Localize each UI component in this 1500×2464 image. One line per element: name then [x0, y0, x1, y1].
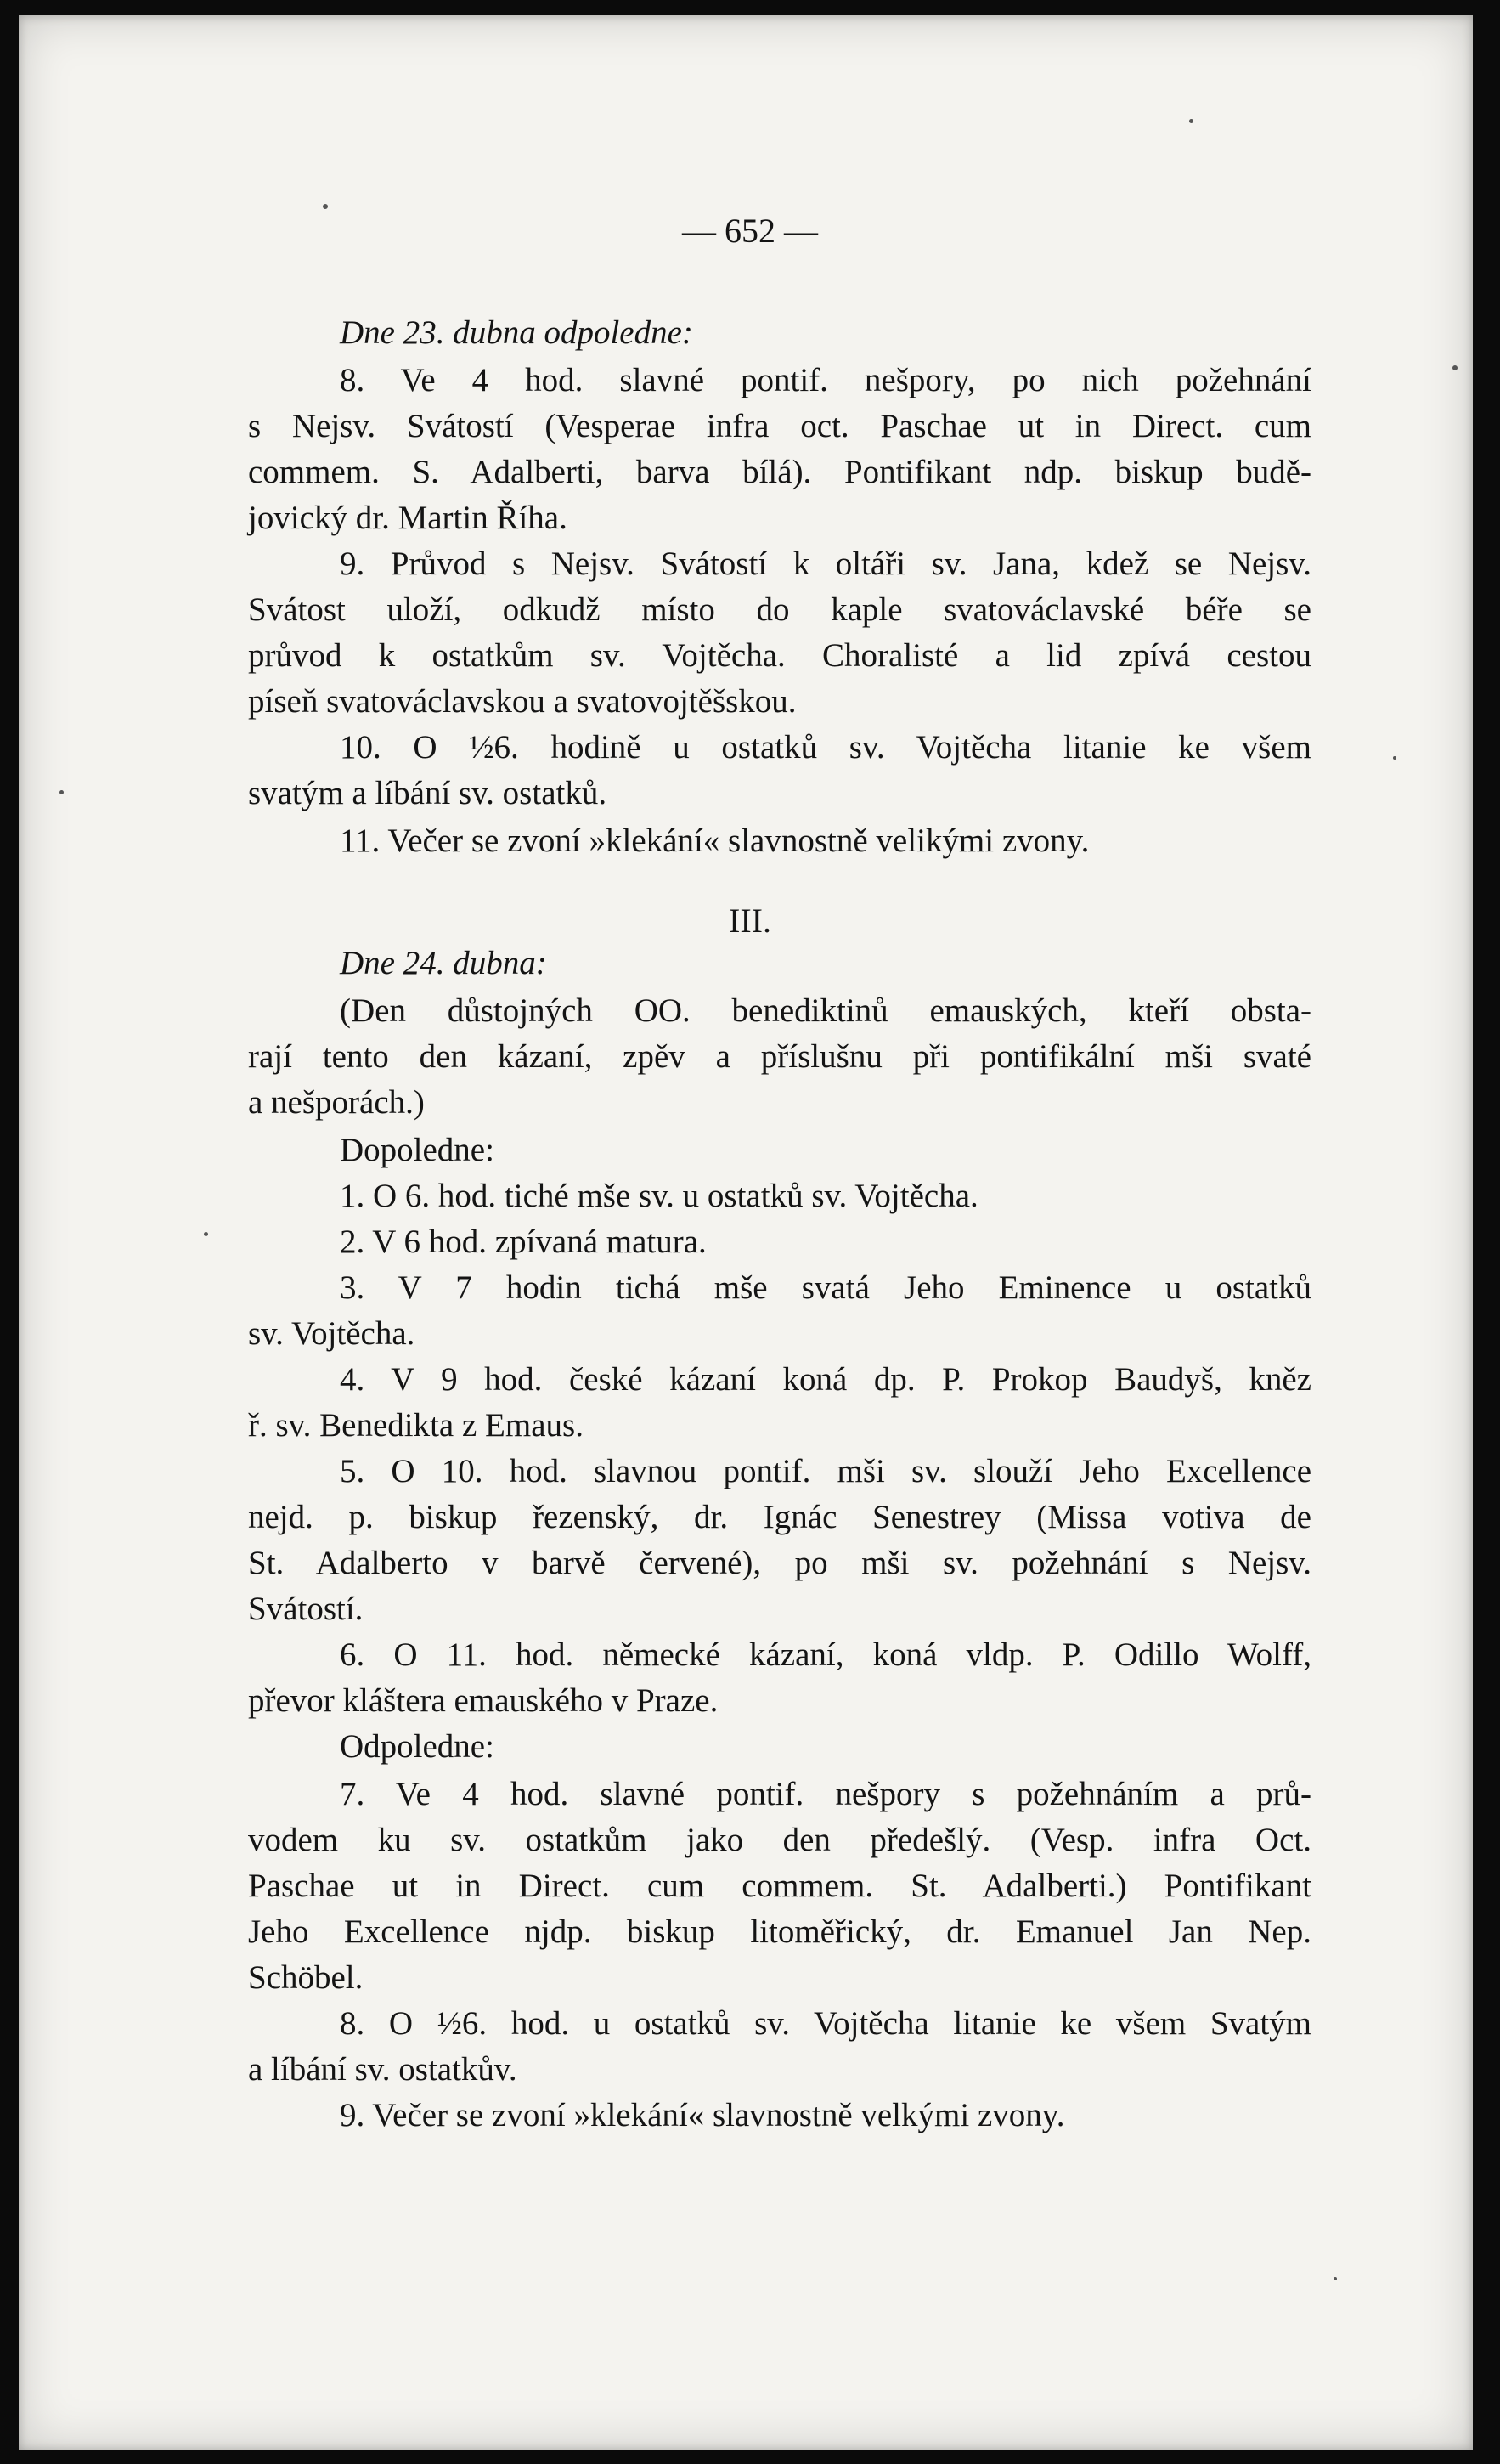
text-line: 5. O 10. hod. slavnou pontif. mši sv. slouží Jeho Excellence: [340, 1453, 1311, 1489]
text-line: commem. S. Adalberti, barva bílá). Pontifikant ndp. biskup budě-: [248, 454, 1311, 490]
text-line: svatým a líbání sv. ostatků.: [248, 775, 607, 811]
text-line: sv. Vojtěcha.: [248, 1315, 415, 1352]
page-number: — 652 —: [682, 212, 818, 250]
text-line: 2. V 6 hod. zpívaná matura.: [340, 1224, 707, 1260]
scan-speck: [1452, 365, 1458, 370]
text-line: Paschae ut in Direct. cum commem. St. Adalberti.) Pontifikant: [248, 1868, 1311, 1904]
date-heading: Dne 23. dubna odpoledne:: [340, 314, 693, 351]
scan-speck: [1393, 756, 1396, 760]
scan-speck: [1334, 2277, 1337, 2280]
subheading: Odpoledne:: [340, 1728, 494, 1765]
text-line: s Nejsv. Svátostí (Vesperae infra oct. Paschae ut in Direct. cum: [248, 408, 1311, 444]
text-line: Svátost uloží, odkudž místo do kaple svatováclavské béře se: [248, 591, 1311, 628]
text-line: a nešporách.): [248, 1084, 425, 1121]
scan-speck: [204, 1232, 208, 1236]
text-line: (Den důstojných OO. benediktinů emauských, kteří obsta-: [340, 992, 1311, 1029]
text-line: 6. O 11. hod. německé kázaní, koná vldp. P. Odillo Wolff,: [340, 1636, 1311, 1673]
scan-speck: [59, 790, 64, 794]
text-line: 11. Večer se zvoní »klekání« slavnostně velikými zvony.: [340, 822, 1090, 859]
text-line: 9. Průvod s Nejsv. Svátostí k oltáři sv. Jana, kdež se Nejsv.: [340, 545, 1311, 582]
text-line: píseň svatováclavskou a svatovojtěšskou.: [248, 683, 797, 720]
text-line: Schöbel.: [248, 1959, 364, 1996]
subheading: Dopoledne:: [340, 1132, 494, 1168]
section-numeral: III.: [729, 901, 771, 940]
text-line: 8. Ve 4 hod. slavné pontif. nešpory, po nich požehnání: [340, 362, 1311, 398]
text-line: Svátostí.: [248, 1591, 364, 1627]
text-line: ř. sv. Benedikta z Emaus.: [248, 1407, 584, 1444]
text-line: rají tento den kázaní, zpěv a příslušnu při pontifikální mši svaté: [248, 1038, 1311, 1075]
text-line: jovický dr. Martin Říha.: [248, 500, 567, 536]
text-line: průvod k ostatkům sv. Vojtěcha. Choralisté a lid zpívá cestou: [248, 637, 1311, 674]
text-line: vodem ku sv. ostatkům jako den předešlý. (Vesp. infra Oct.: [248, 1822, 1311, 1858]
text-line: 10. O ½6. hodině u ostatků sv. Vojtěcha litanie ke všem: [340, 729, 1311, 766]
text-line: převor kláštera emauského v Praze.: [248, 1682, 719, 1719]
text-line: 3. V 7 hodin tichá mše svatá Jeho Eminence u ostatků: [340, 1269, 1311, 1306]
text-line: 9. Večer se zvoní »klekání« slavnostně velkými zvony.: [340, 2097, 1065, 2133]
scan-speck: [323, 204, 328, 209]
text-line: 4. V 9 hod. české kázaní koná dp. P. Prokop Baudyš, kněz: [340, 1361, 1311, 1398]
text-line: St. Adalberto v barvě červené), po mši sv. požehnání s Nejsv.: [248, 1545, 1311, 1581]
text-line: 8. O ½6. hod. u ostatků sv. Vojtěcha litanie ke všem Svatým: [340, 2005, 1311, 2042]
text-line: 1. O 6. hod. tiché mše sv. u ostatků sv. Vojtěcha.: [340, 1178, 978, 1214]
date-heading: Dne 24. dubna:: [340, 945, 547, 981]
text-line: 7. Ve 4 hod. slavné pontif. nešpory s požehnáním a prů-: [340, 1776, 1311, 1812]
text-line: nejd. p. biskup řezenský, dr. Ignác Senestrey (Missa votiva de: [248, 1499, 1311, 1535]
text-line: a líbání sv. ostatkův.: [248, 2051, 517, 2088]
scan-speck: [1189, 119, 1193, 123]
text-line: Jeho Excellence njdp. biskup litoměřický, dr. Emanuel Jan Nep.: [248, 1913, 1311, 1950]
